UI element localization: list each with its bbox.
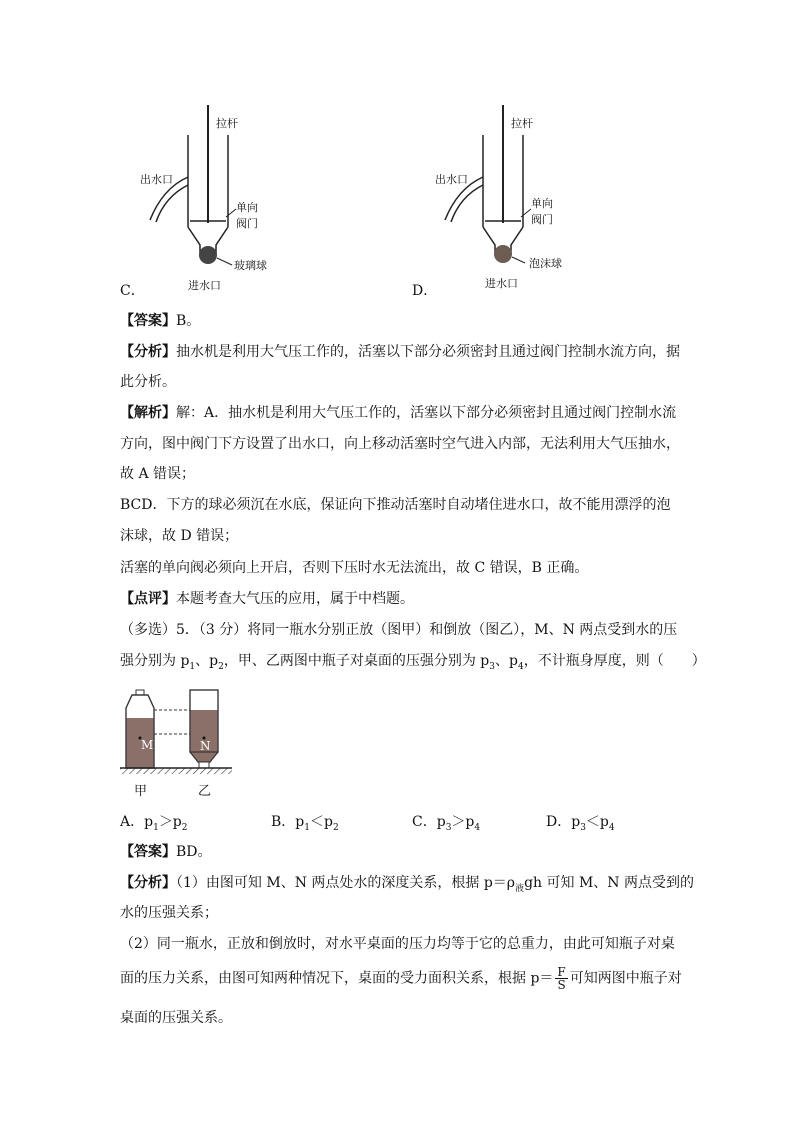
valve-label-2: 阀门 xyxy=(236,217,258,230)
outlet-label: 出水口 xyxy=(435,173,468,186)
q5-analysis-line-1 xyxy=(120,873,694,899)
caption-left: 甲 xyxy=(134,784,148,799)
analysis-text: 抽水机是利用大气压工作的，活塞以下部分必须密封且通过阀门控制水流方向，据 xyxy=(176,344,680,360)
q4-answer-line xyxy=(120,311,200,331)
option-b xyxy=(271,811,339,833)
q5-analysis-line-5: 桌面的压强关系。 xyxy=(120,1010,232,1026)
option-a xyxy=(120,811,188,833)
option-text: C．p xyxy=(412,814,446,830)
subscript: 4 xyxy=(608,822,615,833)
q5-stem-line-1: （多选）5．（3 分）将同一瓶水分别正放（图甲）和倒放（图乙），M、N 两点受到水的压 xyxy=(120,622,678,638)
subscript: 3 xyxy=(489,661,496,672)
stem-text: 、p xyxy=(195,653,219,669)
q5-analysis-line-2: 水的压强关系； xyxy=(120,905,218,921)
ball-label: 泡沫球 xyxy=(529,257,562,270)
point-m-label: M xyxy=(141,738,154,752)
subscript: 1 xyxy=(304,822,310,833)
answer-text: BD。 xyxy=(176,844,212,860)
subscript: 3 xyxy=(580,822,586,833)
inlet-label: 进水口 xyxy=(188,279,221,292)
valve-label-2: 阀门 xyxy=(531,213,553,226)
q5-analysis-line-4 xyxy=(120,966,682,991)
q4-analysis-line-2: 此分析。 xyxy=(120,374,176,390)
option-text: ＜p xyxy=(309,814,333,830)
option-text: ＞p xyxy=(158,814,182,830)
q4-solution-line-6: 活塞的单向阀必须向上开启，否则下压时水无法流出，故 C 错误，B 正确。 xyxy=(120,560,589,576)
analysis-text: 可知两图中瓶子对 xyxy=(569,970,682,987)
subscript: 2 xyxy=(332,822,339,833)
q5-analysis-line-3: （2）同一瓶水，正放和倒放时，对水平桌面的压力均等于它的总重力，由此可知瓶子对桌 xyxy=(120,936,675,952)
q4-solution-line-5: 沫球，故 D 错误； xyxy=(120,528,239,544)
pump-d-drawing xyxy=(435,105,585,295)
answer-tag: 【答案】 xyxy=(120,844,176,860)
q4-comment-line xyxy=(120,589,414,609)
stem-text: ，甲、乙两图中瓶子对桌面的压强分别为 p xyxy=(223,653,490,669)
outlet-label: 出水口 xyxy=(140,173,173,186)
solution-text: 解：A．抽水机是利用大气压工作的，活塞以下部分必须密封且通过阀门控制水流 xyxy=(176,405,677,421)
stem-text: ，不计瓶身厚度，则（ ） xyxy=(523,653,706,669)
q4-solution-line-4: BCD．下方的球必须沉在水底，保证向下推动活塞时自动堵住进水口，故不能用漂浮的泡 xyxy=(120,497,671,513)
subscript: 2 xyxy=(181,822,188,833)
subscript: 3 xyxy=(445,822,452,833)
option-c xyxy=(412,811,480,833)
answer-tag: 【答案】 xyxy=(120,313,176,329)
figure-bottles xyxy=(118,686,238,798)
analysis-tag: 【分析】 xyxy=(120,344,176,360)
caption-right: 乙 xyxy=(198,784,212,799)
q4-solution-line-3: 故 A 错误； xyxy=(120,466,196,482)
subscript: 4 xyxy=(474,822,481,833)
subscript: 1 xyxy=(189,661,196,672)
rod-label: 拉杆 xyxy=(511,117,533,130)
option-text: ＜p xyxy=(585,814,609,830)
q5-stem-line-2 xyxy=(120,651,706,677)
figure-c-pump xyxy=(140,105,290,295)
analysis-text: 面的压力关系，由图可知两种情况下，桌面的受力面积关系，根据 p＝ xyxy=(120,970,554,987)
option-text: B．p xyxy=(271,814,305,830)
option-text: D．p xyxy=(546,814,581,830)
pump-c-drawing xyxy=(140,105,290,295)
subscript: 1 xyxy=(153,822,159,833)
rod-label: 拉杆 xyxy=(216,117,238,130)
choice-c-label: C． xyxy=(120,283,145,299)
comment-text: 本题考查大气压的应用，属于中档题。 xyxy=(176,591,414,607)
q4-solution-line-1 xyxy=(120,403,676,423)
subscript: 液 xyxy=(515,883,525,894)
q4-analysis-line-1 xyxy=(120,342,680,362)
comment-tag: 【点评】 xyxy=(120,591,176,607)
choice-d-label: D． xyxy=(412,283,438,299)
valve-label-1: 单向 xyxy=(531,197,553,210)
figure-d-pump xyxy=(435,105,585,295)
inlet-label: 进水口 xyxy=(485,277,518,290)
stem-text: 、p xyxy=(495,653,518,669)
fraction-denominator: S xyxy=(557,978,566,992)
option-text: A．p xyxy=(120,814,154,830)
analysis-text: （1）由图可知 M、N 两点处水的深度关系，根据 p＝ρ xyxy=(176,875,516,891)
stem-text: 强分别为 p xyxy=(120,653,190,669)
q5-answer-line xyxy=(120,842,212,862)
fraction xyxy=(555,966,567,991)
subscript: 2 xyxy=(218,661,224,672)
option-text: ＞p xyxy=(451,814,475,830)
valve-label-1: 单向 xyxy=(236,201,258,214)
ball-label: 玻璃球 xyxy=(234,259,267,272)
analysis-text: gh 可知 M、N 两点受到的 xyxy=(524,875,694,891)
fraction-numerator: F xyxy=(557,965,566,979)
answer-text: B。 xyxy=(176,313,201,329)
point-n-label: N xyxy=(200,739,211,753)
solution-tag: 【解析】 xyxy=(120,405,176,421)
option-d xyxy=(546,811,615,833)
q4-solution-line-2: 方向，图中阀门下方设置了出水口，向上移动活塞时空气进入内部，无法利用大气压抽水， xyxy=(120,436,680,452)
subscript: 4 xyxy=(517,661,524,672)
analysis-tag: 【分析】 xyxy=(120,875,176,891)
